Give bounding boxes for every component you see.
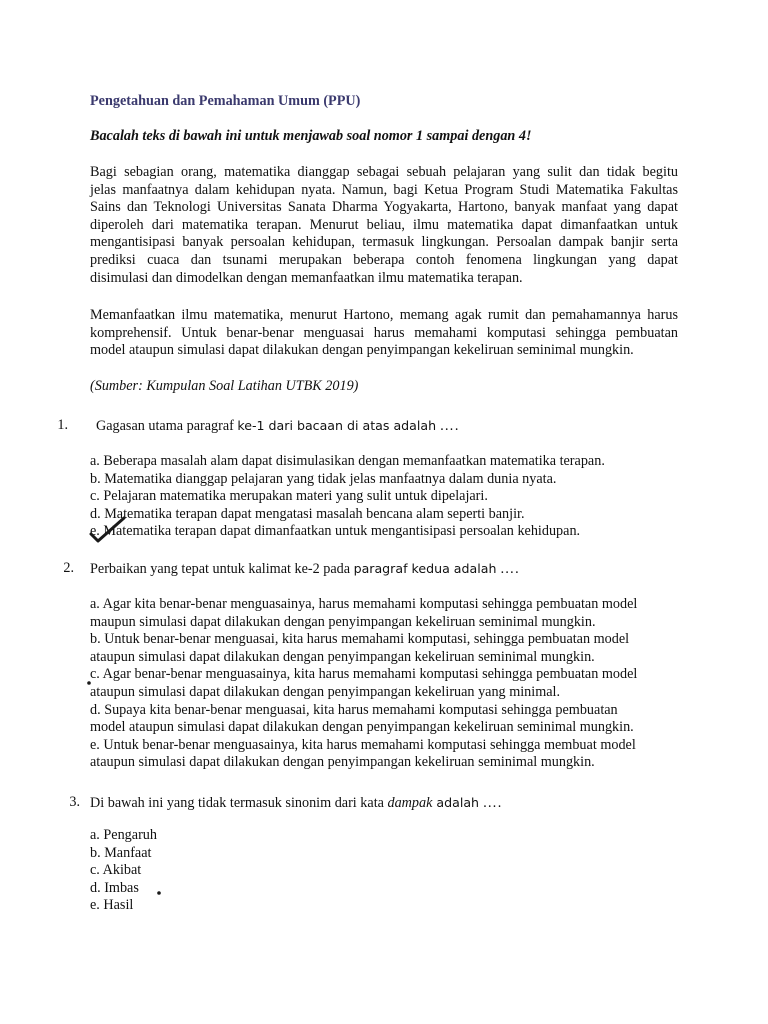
- pen-dot-icon: [85, 679, 93, 687]
- paragraph-line: jelas manfaatnya dalam kehidupan nyata. Namun, bagi Ketua Program Studi Matematika Fakultas: [90, 181, 678, 198]
- source-citation: (Sumber: Kumpulan Soal Latihan UTBK 2019): [90, 378, 359, 394]
- paragraph-line: komprehensif. Untuk benar-benar menguasai harus memahami komputasi sehingga pembuatan: [90, 324, 678, 341]
- paragraph-line: diperoleh dari matematika terapan. Menurut beliau, ilmu matematika dapat dimanfaatkan untuk: [90, 216, 678, 233]
- answer-option-b[interactable]: b. Manfaat: [90, 844, 152, 861]
- question-number: 1.: [57, 417, 68, 433]
- answer-option-a[interactable]: a. Beberapa masalah alam dapat disimulasikan dengan memanfaatkan matematika terapan.: [90, 453, 605, 469]
- ellipsis: ….: [482, 795, 503, 811]
- paragraph-line: Sains dan Teknologi Universitas Sanata Dharma Yogyakarta, Hartono, banyak manfaat yang dapat: [90, 199, 678, 216]
- question-text-part: Di bawah ini yang tidak termasuk sinonim dari kata: [90, 795, 388, 811]
- answer-option-b[interactable]: b. Matematika dianggap pelajaran yang tidak jelas manfaatnya dalam dunia nyata.: [90, 470, 557, 487]
- answer-option-e[interactable]: e. Matematika terapan dapat dimanfaatkan untuk mengantisipasi persoalan kehidupan.: [90, 523, 581, 540]
- reading-instruction: Bacalah teks di bawah ini untuk menjawab soal nomor 1 sampai dengan 4!: [90, 128, 532, 144]
- answer-option-e[interactable]: e. Untuk benar-benar menguasainya, kita harus memahami komputasi sehingga membuat model: [90, 736, 636, 753]
- question-text-part: ke-1 dari bacaan di atas adalah: [237, 418, 437, 433]
- answer-option-c[interactable]: c. Agar benar-benar menguasainya, kita harus memahami komputasi sehingga pembuatan model: [90, 666, 638, 683]
- question-text-part: Perbaikan yang tepat untuk kalimat ke-2 pada: [90, 561, 354, 577]
- question-1-options: [90, 453, 680, 541]
- section-heading: Pengetahuan dan Pemahaman Umum (PPU): [90, 93, 361, 109]
- ellipsis: ….: [499, 561, 520, 577]
- answer-option-d[interactable]: d. Supaya kita benar-benar menguasai, kita harus memahami komputasi sehingga pembuatan: [90, 701, 618, 718]
- answer-option-c[interactable]: c. Pelajaran matematika merupakan materi yang sulit untuk dipelajari.: [90, 488, 488, 505]
- answer-option-d-cont[interactable]: model ataupun simulasi dapat dilakukan dengan penyimpangan kekeliruan seminimal mungkin.: [90, 719, 634, 736]
- answer-option-a-cont[interactable]: maupun simulasi dapat dilakukan dengan penyimpangan kekeliruan seminimal mungkin.: [90, 613, 596, 630]
- answer-option-d[interactable]: d. Imbas: [90, 879, 139, 896]
- paragraph-line: Memanfaatkan ilmu matematika, menurut Hartono, memang agak rumit dan pemahamannya harus: [90, 307, 678, 323]
- question-text-part: paragraf kedua adalah: [353, 561, 497, 576]
- paragraph-line: Bagi sebagian orang, matematika dianggap sebagai sebuah pelajaran yang sulit dan tidak begitu: [90, 164, 678, 180]
- answer-option-a[interactable]: a. Pengaruh: [90, 827, 157, 843]
- answer-option-b[interactable]: b. Untuk benar-benar menguasai, kita harus memahami komputasi, sehingga pembuatan model: [90, 631, 630, 648]
- paragraph-line: prediksi cuaca dan tsunami merupakan beberapa contoh fenomena lingkungan yang dapat: [90, 251, 678, 268]
- question-text-italic: dampak: [387, 795, 433, 811]
- answer-option-e-cont[interactable]: ataupun simulasi dapat dilakukan dengan penyimpangan kekeliruan seminimal mungkin.: [90, 754, 595, 771]
- paragraph-1: [90, 164, 678, 287]
- answer-option-a[interactable]: a. Agar kita benar-benar menguasainya, harus memahami komputasi sehingga pembuatan model: [90, 596, 638, 612]
- question-text: [90, 794, 502, 813]
- paragraph-2: [90, 307, 678, 360]
- question-2-options: [90, 596, 680, 772]
- answer-option-c[interactable]: c. Akibat: [90, 862, 142, 879]
- paragraph-line: disimulasi dan dimodelkan dengan memanfaatkan ilmu matematika terapan.: [90, 269, 523, 286]
- question-number: 3.: [69, 794, 80, 810]
- question-number: 2.: [63, 560, 74, 576]
- pen-dot-icon: [155, 889, 163, 897]
- question-3-options: [90, 827, 680, 915]
- answer-option-c-cont[interactable]: ataupun simulasi dapat dilakukan dengan penyimpangan kekeliruan yang minimal.: [90, 683, 561, 700]
- question-text: [96, 417, 459, 436]
- handwritten-checkmark-icon: [88, 514, 128, 544]
- paragraph-line: mengantisipasi banyak persoalan kehidupan, termasuk lingkungan. Persoalan dampak banjir serta: [90, 234, 678, 251]
- question-text: [90, 560, 520, 579]
- ellipsis: ….: [439, 418, 460, 434]
- question-text-part: adalah: [432, 795, 480, 810]
- question-text-part: Gagasan utama paragraf: [96, 418, 238, 434]
- answer-option-e[interactable]: e. Hasil: [90, 897, 134, 914]
- paragraph-line: model ataupun simulasi dapat dilakukan dengan penyimpangan kekeliruan seminimal mungkin.: [90, 342, 634, 359]
- answer-option-b-cont[interactable]: ataupun simulasi dapat dilakukan dengan penyimpangan kekeliruan seminimal mungkin.: [90, 648, 595, 665]
- answer-option-d[interactable]: d. Matematika terapan dapat mengatasi masalah bencana alam seperti banjir.: [90, 505, 525, 522]
